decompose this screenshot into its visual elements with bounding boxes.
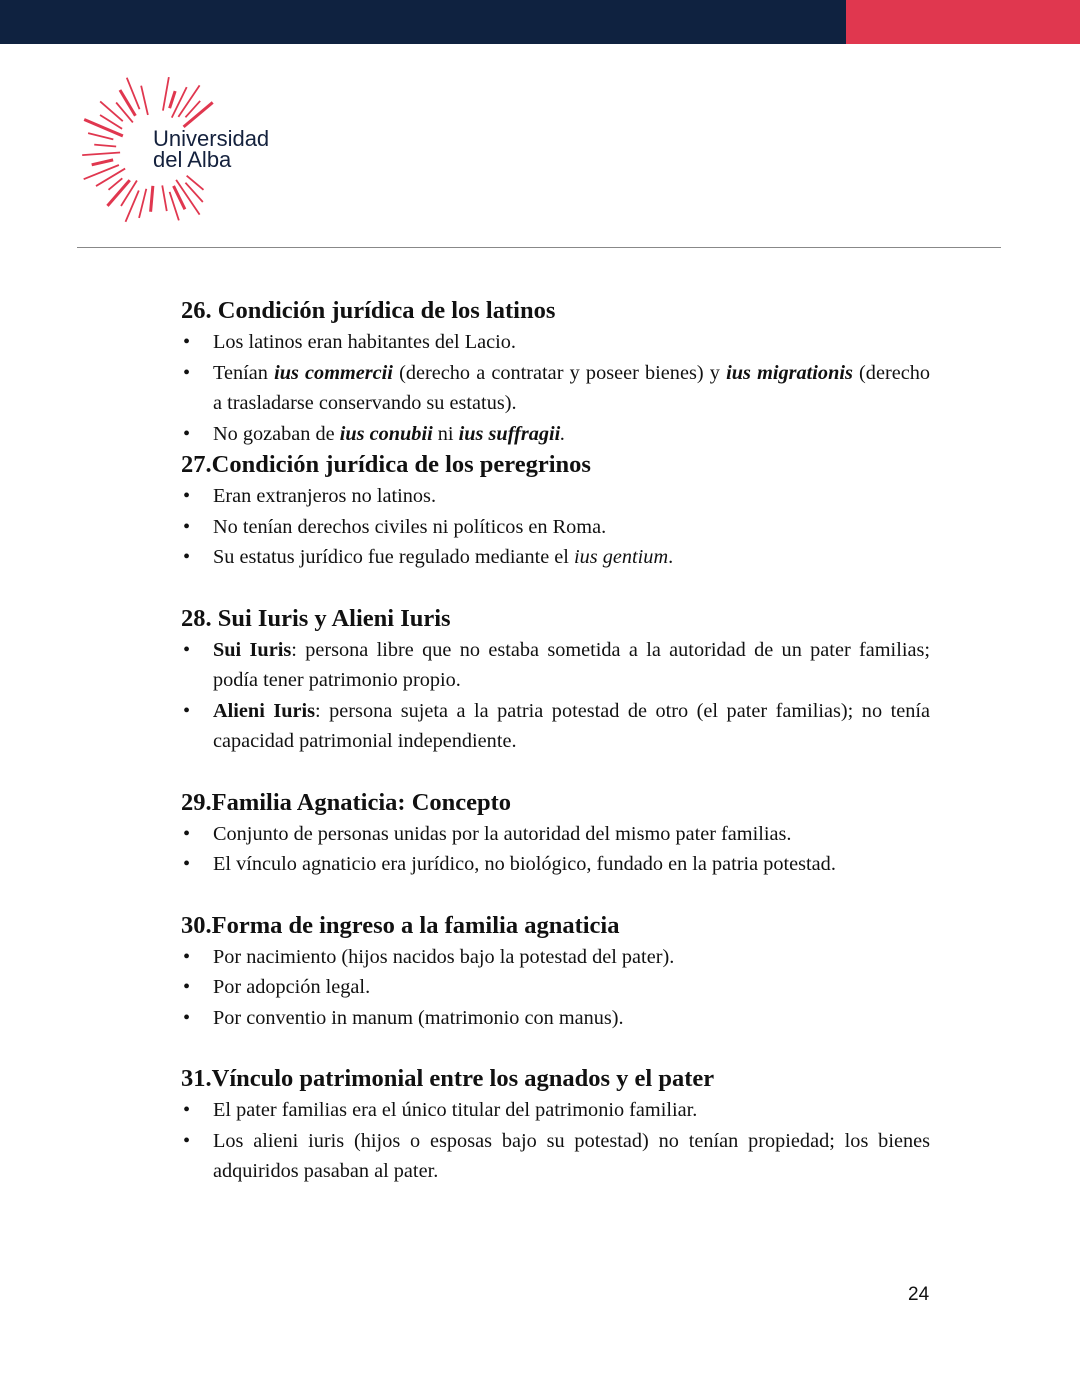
logo-ray (94, 145, 116, 147)
bullet-text: : persona libre que no estaba sometida a la autoridad de un pater familias; podía tener patrimonio propio. (213, 638, 930, 691)
section-spacer (181, 1033, 930, 1063)
bullet-icon: • (183, 361, 191, 384)
logo-ray (170, 91, 176, 108)
bullet-text: Los latinos eran habitantes del Lacio. (213, 331, 516, 353)
bullet-item (181, 1003, 930, 1034)
bullet-list (181, 1095, 930, 1187)
bullet-text: (derecho a contratar y poseer bienes) y (392, 361, 727, 384)
logo-ray (92, 160, 113, 165)
bullet-text: ni (432, 422, 459, 445)
emphasized-text: Alieni Iuris (213, 699, 316, 722)
bullet-list (181, 327, 930, 449)
logo-ray (88, 133, 113, 139)
bullet-text: Su estatus jurídico fue regulado mediante el (213, 546, 575, 568)
bullet-text: Por conventio in manum (matrimonio con manus). (213, 1006, 624, 1029)
section-heading: 28. Sui Iuris y Alieni Iuris (181, 604, 451, 632)
section (181, 1063, 930, 1187)
bullet-item (181, 419, 930, 450)
logo-line-1: Universidad (153, 126, 270, 151)
emphasized-text: Sui Iuris (213, 638, 292, 661)
bullet-text: Por adopción legal. (213, 976, 371, 998)
logo-line-2: del Alba (153, 147, 232, 172)
bullet-text: Tenían (213, 361, 275, 384)
bullet-icon: • (183, 1099, 191, 1121)
bullet-item (181, 1126, 930, 1187)
bullet-icon: • (183, 1129, 191, 1152)
emphasized-text: ius gentium (574, 546, 669, 568)
logo-ray (84, 165, 119, 179)
section-spacer (181, 880, 930, 910)
bullet-text: El pater familias era el único titular del patrimonio familiar. (213, 1099, 698, 1121)
bullet-list (181, 942, 930, 1034)
bullet-text: El vínculo agnaticio era jurídico, no biológico, fundado en la patria potestad. (213, 853, 836, 875)
section-heading: 29.Familia Agnaticia: Concepto (181, 788, 512, 816)
bullet-icon: • (183, 1006, 191, 1029)
section-heading: 27.Condición jurídica de los peregrinos (181, 451, 591, 478)
logo-ray (162, 185, 167, 211)
bullet-icon: • (183, 822, 191, 845)
section (181, 787, 930, 880)
bullet-icon: • (183, 699, 191, 722)
bullet-item (181, 542, 930, 573)
bullet-text: Los alieni iuris (hijos o esposas bajo su potestad) no tenían propiedad; los bienes adquiridos pasaban al pater. (213, 1129, 930, 1182)
bullet-text: Conjunto de personas unidas por la autoridad del mismo pater familias. (213, 822, 792, 845)
bullet-item (181, 358, 930, 419)
bullet-item (181, 849, 930, 880)
bullet-item (181, 327, 930, 358)
bullet-text: . (668, 546, 674, 568)
emphasized-text: ius commercii (274, 361, 393, 384)
bullet-item (181, 819, 930, 850)
bullet-text: No tenían derechos civiles ni políticos en Roma. (213, 515, 607, 538)
bullet-list (181, 635, 930, 757)
emphasized-text: ius suffragii (458, 422, 561, 445)
emphasized-text: ius conubii (339, 422, 433, 445)
section-heading: 26. Condición jurídica de los latinos (181, 297, 556, 324)
bullet-text: Por nacimiento (hijos nacidos bajo la potestad del pater). (213, 945, 675, 968)
section-spacer (181, 573, 930, 603)
bullet-list (181, 819, 930, 880)
logo-ray (109, 178, 123, 190)
bullet-text: Eran extranjeros no latinos. (213, 485, 437, 507)
bullet-text: (derecho a trasladarse conservando su estatus). (213, 361, 930, 414)
bullet-item (181, 481, 930, 512)
section (181, 910, 930, 1034)
bullet-icon: • (183, 853, 191, 875)
section-spacer (181, 757, 930, 787)
logo-ray (141, 86, 148, 115)
bullet-item (181, 1095, 930, 1126)
logo-ray (107, 180, 129, 206)
bullet-list (181, 481, 930, 573)
section (181, 603, 930, 757)
logo-ray (151, 186, 153, 212)
bullet-text: No gozaban de (213, 422, 340, 445)
header-bar-red (846, 0, 1080, 44)
bullet-icon: • (183, 515, 191, 538)
document-content (181, 295, 930, 1187)
bullet-icon: • (183, 422, 191, 445)
bullet-icon: • (183, 976, 191, 998)
bullet-item (181, 696, 930, 757)
university-logo-text (153, 128, 269, 170)
logo-ray (163, 77, 169, 110)
page-number: 24 (908, 1284, 930, 1305)
section-heading: 31.Vínculo patrimonial entre los agnados y el pater (181, 1065, 715, 1092)
logo-ray (139, 189, 146, 218)
header-bar-navy (0, 0, 846, 44)
bullet-text: : persona sujeta a la patria potestad de otro (el pater familias); no tenía capacidad patrimonial independiente. (213, 699, 930, 752)
emphasized-text: . (560, 422, 566, 445)
section-heading: 30.Forma de ingreso a la familia agnaticia (181, 911, 620, 939)
bullet-icon: • (183, 638, 191, 661)
bullet-item (181, 972, 930, 1003)
bullet-icon: • (183, 546, 191, 568)
section (181, 295, 930, 449)
logo-ray (82, 153, 120, 156)
bullet-item (181, 635, 930, 696)
section (181, 449, 930, 573)
bullet-icon: • (183, 331, 191, 353)
logo-ray (96, 169, 125, 187)
bullet-icon: • (183, 485, 191, 507)
bullet-item (181, 942, 930, 973)
bullet-icon: • (183, 945, 191, 968)
header-divider (77, 247, 1001, 248)
bullet-item (181, 512, 930, 543)
emphasized-text: ius migrationis (726, 361, 853, 384)
